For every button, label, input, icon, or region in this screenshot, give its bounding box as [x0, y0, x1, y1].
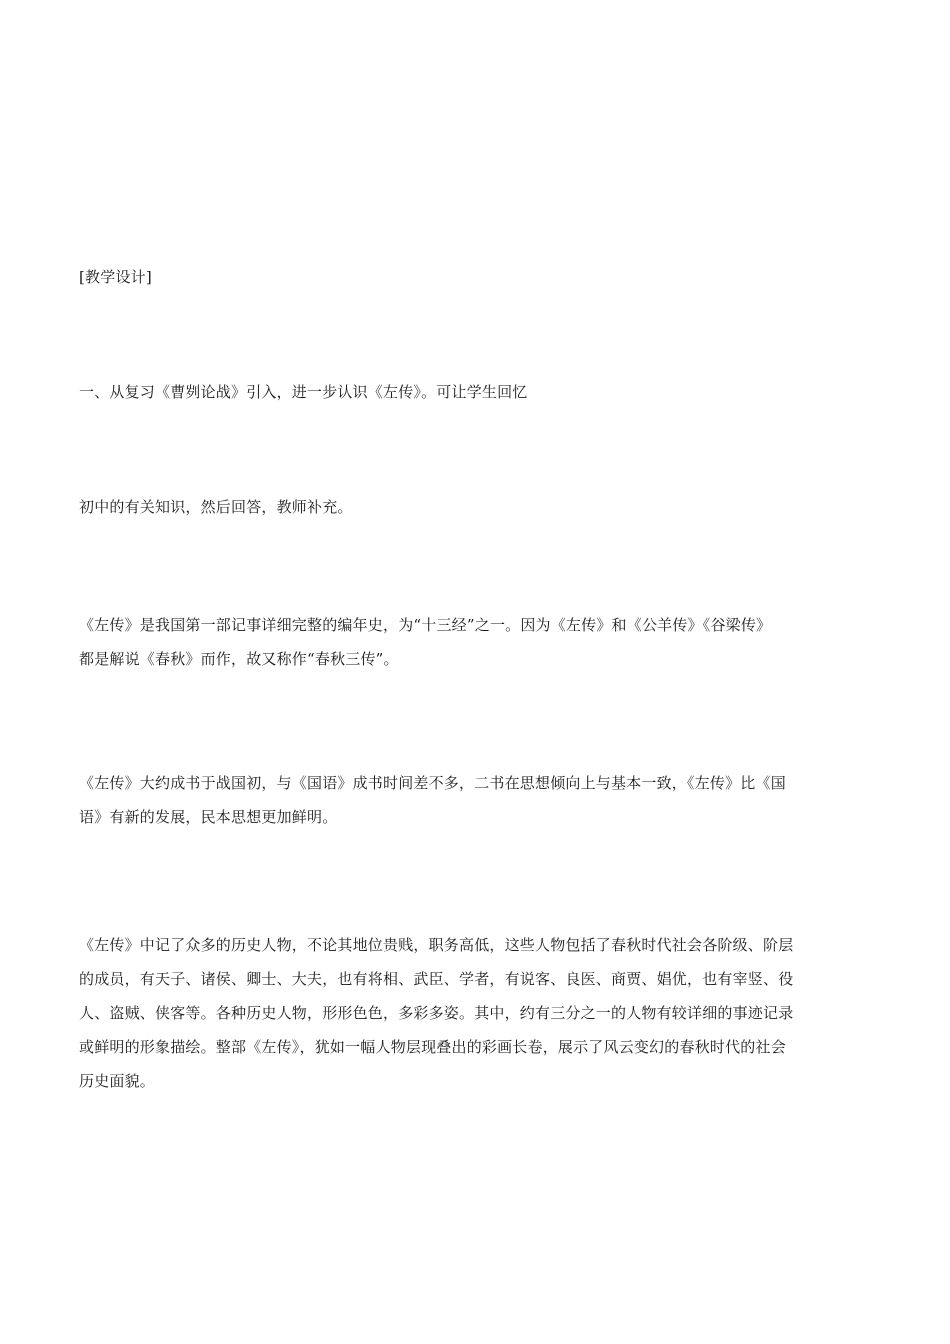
paragraph-figures-line-4: 或鲜明的形象描绘。整部《左传》，犹如一幅人物层现叠出的彩画长卷，展示了风云变幻的春秋时代的社会	[79, 1038, 786, 1056]
heading-text: [教学设计]	[79, 268, 152, 286]
section-one-text-2: 初中的有关知识，然后回答，教师补充。	[79, 498, 353, 516]
section-heading	[79, 260, 879, 294]
paragraph-figures-line-5: 历史面貌。	[79, 1072, 156, 1090]
paragraph-intro-line-1: 《左传》是我国第一部记事详细完整的编年史，为“十三经”之一。因为《左传》和《公羊传》《谷梁传》	[79, 616, 772, 634]
paragraph-intro-line-2: 都是解说《春秋》而作，故又称作“春秋三传”。	[79, 650, 399, 668]
section-one-line-2	[79, 490, 879, 524]
paragraph-figures-line-1: 《左传》中记了众多的历史人物，不论其地位贵贱，职务高低，这些人物包括了春秋时代社会各阶级、阶层	[79, 936, 794, 954]
paragraph-date	[79, 766, 879, 834]
paragraph-intro	[79, 608, 879, 676]
paragraph-figures	[79, 928, 879, 1098]
section-one-line-1	[79, 375, 879, 409]
section-one-text-1: 一、从复习《曹刿论战》引入，进一步认识《左传》。可让学生回忆	[79, 383, 528, 401]
paragraph-figures-line-2: 的成员，有天子、诸侯、卿士、大夫，也有将相、武臣、学者，有说客、良医、商贾、娼优，也有宰竖、役	[79, 970, 794, 988]
paragraph-figures-line-3: 人、盗贼、侠客等。各种历史人物，形形色色，多彩多姿。其中，约有三分之一的人物有较详细的事迹记录	[79, 1004, 794, 1022]
paragraph-date-line-2: 语》有新的发展，民本思想更加鲜明。	[79, 808, 338, 826]
paragraph-date-line-1: 《左传》大约成书于战国初，与《国语》成书时间差不多，二书在思想倾向上与基本一致，《左传》比《国	[79, 774, 786, 792]
